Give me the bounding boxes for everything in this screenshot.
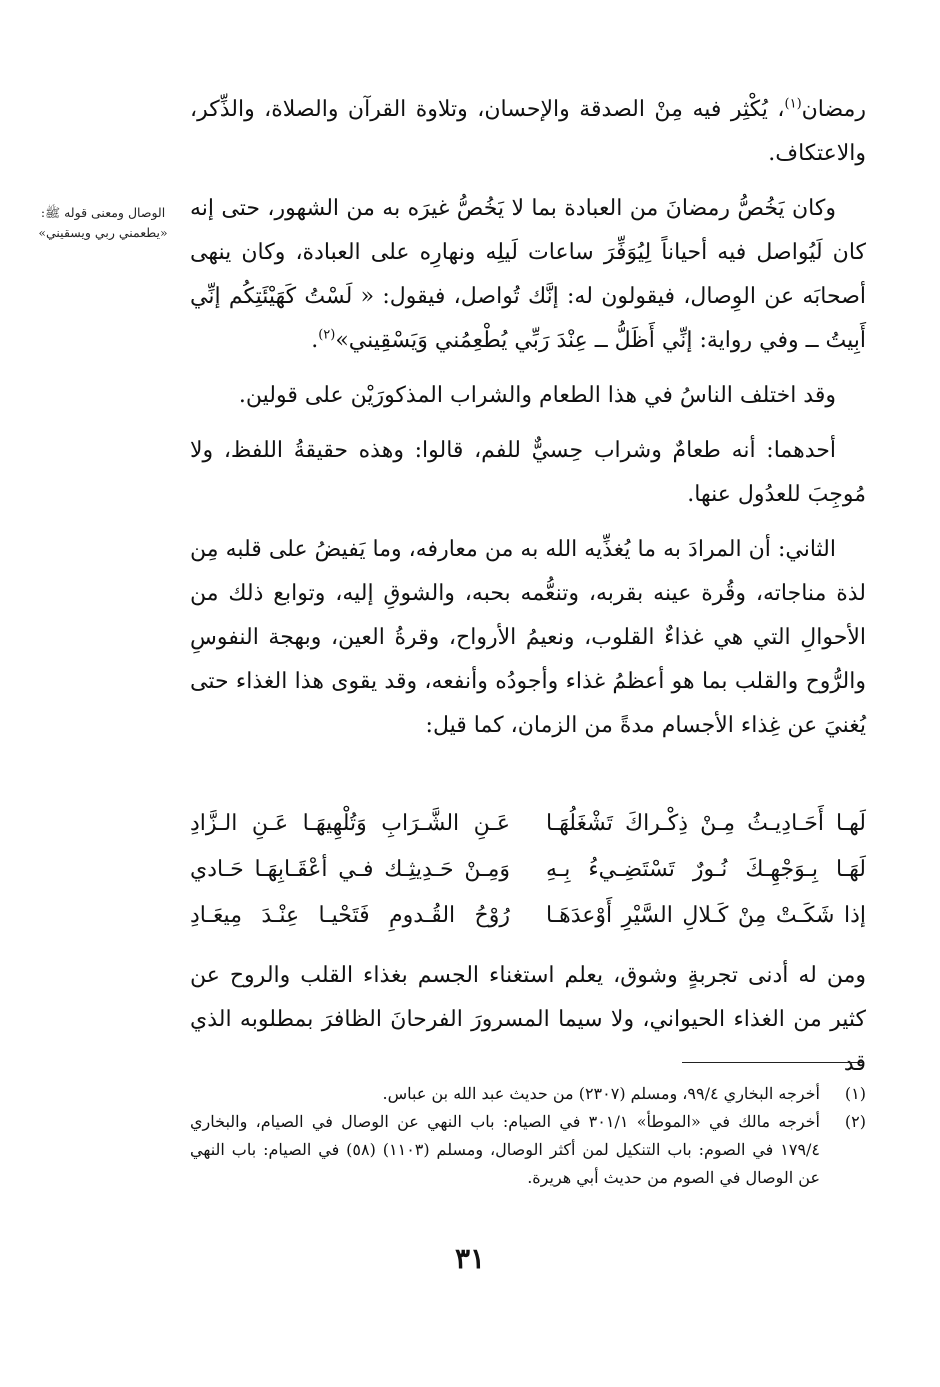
poem-second-hemistich: عَـنِ الشَّـرَابِ وَتُلْهِيهَـا عَـنِ الـزَّادِ — [190, 810, 510, 836]
paragraph-after-poem: ومن له أدنى تجربةٍ وشوق، يعلم استغناء الجسم بغذاء القلب والروح عن كثير من الغذاء الحيواني، ولا سيما المسرورَ الفرحانَ الظافرَ بمطلوبه الذي قد — [190, 963, 866, 1076]
poem-verse — [190, 892, 866, 938]
poem-second-hemistich: وَمِـنْ حَـدِيثِـك فـي أعْقَـابِهَـا حَـادي — [190, 856, 510, 882]
footnote-2 — [190, 1108, 866, 1192]
paragraph-2: وكان يَخُصُّ رمضانَ من العبادة بما لا يَخُصُّ غيرَه به من الشهور، حتى إنه كان لَيُواصل فيه أحياناً لِيُوَفِّرَ ساعات لَيلِه ونهارِه على العبادة، وكان ينهى أصحابَه عن الوِصال، فيقولون له: إنَّك تُواصل، فيقول: « لَسْتُ كَهَيْئَتِكُم إنِّي أَبِيتُ ــ وفي رواية: إنِّي أَظَلُّ ــ عِنْدَ رَبِّي يُطْعِمُني وَيَسْقِيني»$^{(٢)}$. — [190, 196, 866, 353]
footnote-number: (١) — [844, 1084, 866, 1103]
poem-first-hemistich: لَهـا أَحَـادِيـثُ مِـنْ ذِكْـراكَ تَشْغَلُهَـا — [546, 810, 866, 836]
poem — [190, 800, 866, 938]
poem-verse — [190, 846, 866, 892]
poem-first-hemistich: إذا شَكَـتْ مِنْ كَـلالِ السَّيْرِ أَوْعدَهَـا — [546, 902, 866, 928]
paragraph-4: أحدهما: أنه طعامٌ وشراب حِسيٌّ للفم، قالوا: وهذه حقيقةُ اللفظ، ولا مُوجِبَ للعدُول عنها. — [190, 438, 866, 507]
paragraph-5: الثاني: أن المرادَ به ما يُغذِّيه الله به من معارفه، وما يَفيضُ على قلبه مِن لذة مناجاته، وقُرة عينه بقربه، وتنعُّمه بحبه، والشوقِ إليه، وتوابع ذلك من الأحوالِ التي هي غذاءٌ القلوب، ونعيمُ الأرواح، وقرةُ العين، وبهجة النفوسِ والرُّوح والقلب بما هو أعظمُ غذاء وأجودُه وأنفعه، وقد يقوى هذا الغذاء حتى يُغنيَ عن غِذاء الأجسام مدةً من الزمان، كما قيل: — [190, 537, 866, 738]
footnote-text: أخرجه البخاري ٩٩/٤، ومسلم (٢٣٠٧) من حديث عبد الله بن عباس. — [382, 1084, 820, 1103]
margin-note: الوصال ومعنى قوله ﷺ: «يطعمني ربي ويسقيني» — [38, 205, 168, 240]
poem-first-hemistich: لَهَـا بِـوَجْهِـكَ نُـورٌ تَسْتَضِـيءُ بِـهِ — [546, 856, 866, 882]
footnote-ref-2[interactable]: (٢) — [318, 327, 336, 343]
footnote-divider — [682, 1062, 862, 1063]
footnotes — [190, 1080, 866, 1192]
footnote-ref-1[interactable]: (١) — [784, 96, 802, 112]
footnote-number: (٢) — [844, 1112, 866, 1131]
main-text — [190, 88, 866, 759]
poem-verse — [190, 800, 866, 846]
footnote-1 — [190, 1080, 866, 1108]
paragraph-1: رمضان$^{(١)}$، يُكْثِر فيه مِنْ الصدقة والإحسان، وتلاوة القرآن والصلاة، والذِّكر، والاعتكاف. — [190, 96, 866, 166]
poem-second-hemistich: رُوْحُ القُـدومِ فَتَحْيـا عِنْـدَ مِيعَـادِ — [190, 902, 510, 928]
footnote-text: أخرجه مالك في «الموطأ» ٣٠١/١ في الصيام: باب النهي عن الوصال في الصيام، والبخاري ١٧٩/٤ في الصوم: باب التنكيل لمن أكثر الوصال، ومسلم (١١٠٣) (٥٨) في الصيام: باب النهي عن الوصال في الصوم من حديث أبي هريرة. — [190, 1112, 821, 1187]
paragraph-3: وقد اختلف الناسُ في هذا الطعام والشراب المذكورَيْن على قولين. — [238, 383, 836, 408]
page-number: ٣١ — [454, 1242, 486, 1275]
